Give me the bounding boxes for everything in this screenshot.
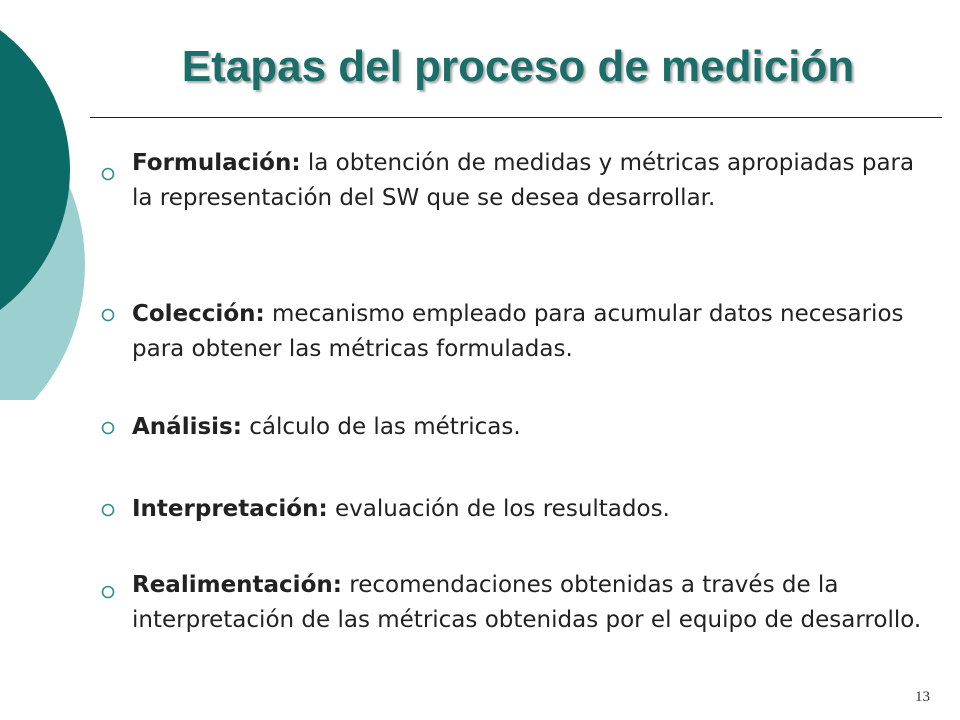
list-item: [132, 297, 932, 367]
slide-title: Etapas del proceso de medición: [181, 42, 855, 91]
item-text: evaluación de los resultados.: [335, 496, 670, 522]
item-text: la obtención de medidas y métricas apropiadas para la representación del SW que se desea desarrollar.: [132, 150, 915, 211]
item-term: Análisis:: [132, 414, 242, 440]
list-item: [132, 410, 932, 445]
list-item: [132, 568, 932, 638]
item-term: Formulación:: [132, 150, 301, 176]
item-text: cálculo de las métricas.: [249, 414, 521, 440]
ring-bullet-icon: [101, 585, 115, 599]
item-text: recomendaciones obtenidas a través de la interpretación de las métricas obtenidas por el equipo de desarrollo.: [132, 572, 922, 633]
ring-bullet-icon: [101, 167, 115, 181]
item-term: Colección:: [132, 301, 265, 327]
item-term: Realimentación:: [132, 572, 342, 598]
list-item: [132, 146, 932, 216]
ring-bullet-icon: [101, 503, 115, 517]
list-item: [132, 492, 932, 527]
ring-bullet-icon: [101, 308, 115, 322]
item-term: Interpretación:: [132, 496, 328, 522]
item-text: mecanismo empleado para acumular datos necesarios para obtener las métricas formuladas.: [132, 301, 904, 362]
ring-bullet-icon: [101, 421, 115, 435]
slide-number: 13: [915, 689, 930, 705]
